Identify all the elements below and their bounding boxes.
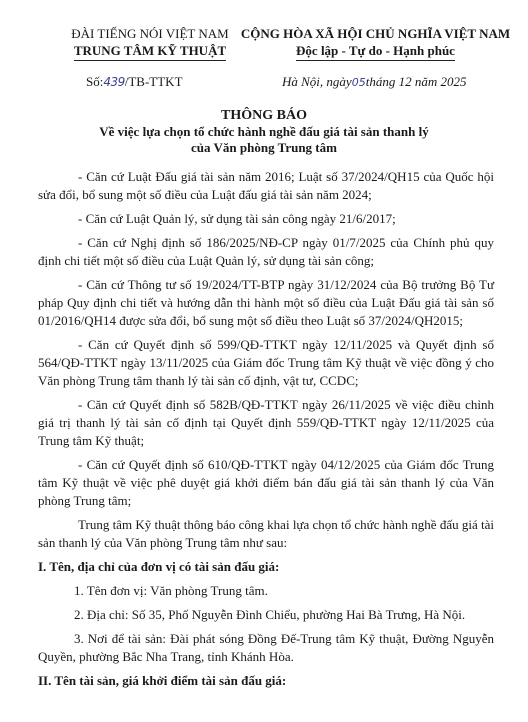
parent-organization: ĐÀI TIẾNG NÓI VIỆT NAM — [71, 26, 229, 41]
section-item: 2. Địa chỉ: Số 35, Phố Nguyễn Đình Chiểu, phường Hai Bà Trưng, Hà Nội. — [74, 607, 466, 622]
document-title — [0, 107, 528, 156]
legal-basis: - Căn cứ Quyết định số 582B/QĐ-TTKT ngày 26/11/2025 về việc điều chỉnh giá trị thanh lý tài sản cố định tại Quyết định 559/QĐ-TTKT ngày 12/11/2025 của Trung tâm Kỹ thuật; — [38, 397, 494, 448]
document-number-suffix: /TB-TTKT — [124, 74, 183, 89]
document-number — [86, 74, 183, 90]
title-subject-line1: Về việc lựa chọn tổ chức hành nghề đấu giá tài sản thanh lý — [99, 124, 429, 139]
section-heading: II. Tên tài sản, giá khởi điểm tài sản đấu giá: — [38, 673, 287, 688]
title-main: THÔNG BÁO — [221, 108, 307, 123]
motto: Độc lập - Tự do - Hạnh phúc — [296, 43, 455, 61]
handwritten-number: 439 — [103, 75, 125, 89]
document-body — [38, 168, 494, 696]
legal-basis: - Căn cứ Quyết định số 610/QĐ-TTKT ngày 04/12/2025 của Giám đốc Trung tâm Kỹ thuật về việc phê duyệt giá khởi điểm bán đấu giá tài sản thanh lý của Văn phòng Trung tâm; — [38, 457, 494, 508]
legal-basis: - Căn cứ Luật Đấu giá tài sản năm 2016; Luật số 37/2024/QH15 của Quốc hội sửa đổi, bổ sung một số điều của Luật đấu giá tài sản năm 2024; — [38, 169, 494, 202]
document-number-prefix: Số: — [86, 74, 104, 89]
section-heading: I. Tên, địa chỉ của đơn vị có tài sản đấu giá: — [38, 559, 280, 574]
national-motto — [238, 26, 513, 61]
section-item: 1. Tên đơn vị: Văn phòng Trung tâm. — [74, 583, 268, 598]
document-date — [282, 74, 466, 90]
announcement-paragraph: Trung tâm Kỹ thuật thông báo công khai lựa chọn tổ chức hành nghề đấu giá tài sản thanh lý của Văn phòng Trung tâm như sau: — [38, 517, 494, 550]
title-subject-line2: của Văn phòng Trung tâm — [191, 140, 337, 155]
legal-basis: - Căn cứ Luật Quản lý, sử dụng tài sản công ngày 21/6/2017; — [78, 211, 396, 226]
date-prefix: Hà Nội, ngày — [282, 74, 352, 89]
country-name: CỘNG HÒA XÃ HỘI CHỦ NGHĨA VIỆT NAM — [240, 26, 511, 41]
legal-basis: - Căn cứ Quyết định số 599/QĐ-TTKT ngày 12/11/2025 và Quyết định số 564/QĐ-TTKT ngày 13/11/2025 của Giám đốc Trung tâm Kỹ thuật về việc đồng ý cho Văn phòng Trung tâm thanh lý tài sản cố định, vật tư, CCDC; — [38, 337, 494, 388]
date-suffix: tháng 12 năm 2025 — [365, 74, 467, 89]
issuing-unit: TRUNG TÂM KỸ THUẬT — [74, 43, 226, 61]
section-item: 3. Nơi để tài sản: Đài phát sóng Đồng Đế-Trung tâm Kỹ thuật, Đường Nguyễn Quyền, phường Bắc Nha Trang, tỉnh Khánh Hòa. — [38, 631, 494, 664]
legal-basis: - Căn cứ Nghị định số 186/2025/NĐ-CP ngày 01/7/2025 của Chính phủ quy định chi tiết một số điều của Luật Quản lý, sử dụng tài sản công; — [38, 235, 494, 268]
legal-basis: - Căn cứ Thông tư số 19/2024/TT-BTP ngày 31/12/2024 của Bộ trưởng Bộ Tư pháp Quy định chi tiết và hướng dẫn thi hành một số điều của Luật Đấu giá tài sản số 01/2016/QH14 được sửa đổi, bổ sung một số điều theo Luật số 37/2024/QH2015; — [38, 277, 494, 328]
handwritten-day: 05 — [351, 76, 366, 89]
issuing-organization — [60, 26, 240, 61]
